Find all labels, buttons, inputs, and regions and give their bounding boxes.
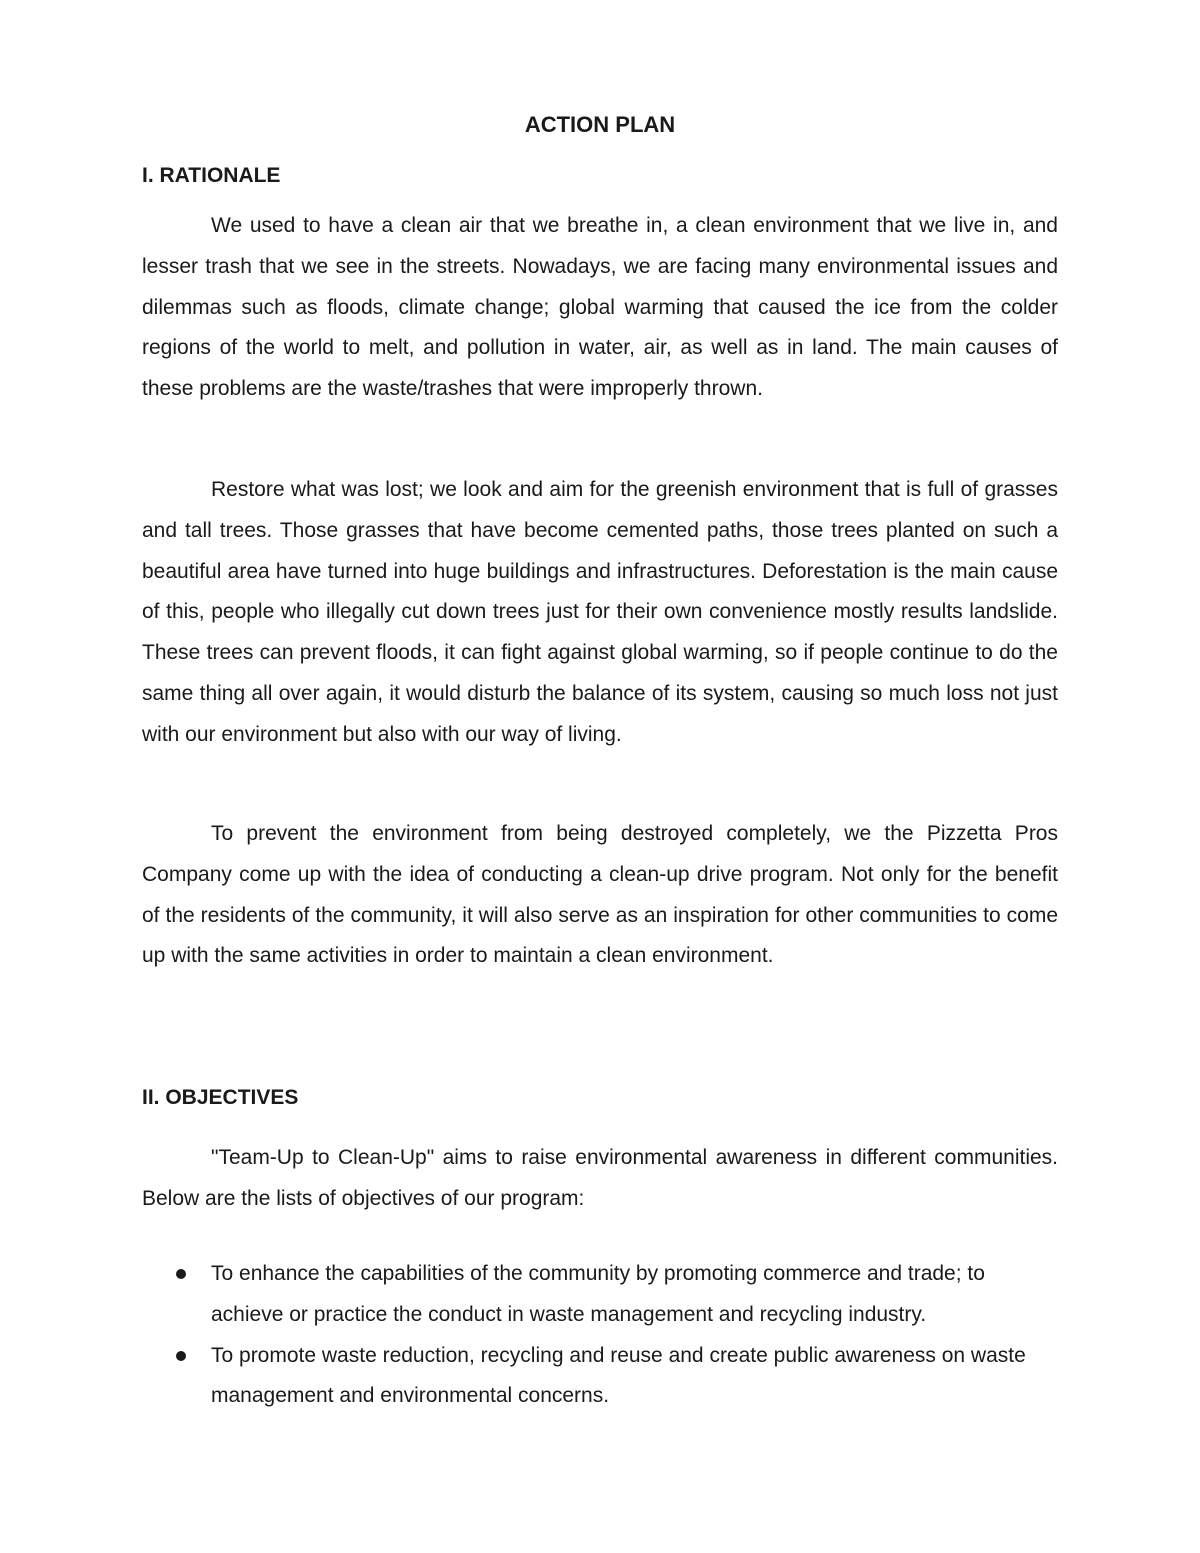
objective-text: To enhance the capabilities of the community by promoting commerce and trade; to achieve or practice the conduct in waste management and recycling industry. (211, 1262, 985, 1326)
objective-item (142, 1254, 1058, 1336)
objectives-list (142, 1254, 1058, 1417)
section-heading-rationale: I. RATIONALE (142, 164, 281, 187)
section-heading-objectives: II. OBJECTIVES (142, 1086, 299, 1109)
objective-text: To promote waste reduction, recycling and reuse and create public awareness on waste management and environmental concerns. (211, 1343, 1026, 1408)
document-title: ACTION PLAN (524, 112, 676, 137)
objective-item (142, 1336, 1058, 1418)
bullet-icon (176, 1269, 186, 1279)
rationale-paragraph-1: We used to have a clean air that we breathe in, a clean environment that we live in, and lesser trash that we see in the streets. Nowadays, we are facing many environmental issues and dilemmas such as floods, climate change; global warming that caused the ice from the colder regions of the world to melt, and pollution in water, air, as well as in land. The main causes of these problems are the waste/trashes that were improperly thrown. (142, 214, 1058, 401)
rationale-paragraph-3: To prevent the environment from being destroyed completely, we the Pizzetta Pros Company come up with the idea of conducting a clean-up drive program. Not only for the benefit of the residents of the community, it will also serve as an inspiration for other communities to come up with the same activities in order to maintain a clean environment. (142, 822, 1058, 968)
objectives-intro-paragraph: "Team-Up to Clean-Up" aims to raise environmental awareness in different communities. Below are the lists of objectives of our program: (142, 1146, 1058, 1210)
rationale-paragraph-2: Restore what was lost; we look and aim for the greenish environment that is full of grasses and tall trees. Those grasses that have become cemented paths, those trees planted on such a beautiful area have turned into huge buildings and infrastructures. Deforestation is the main cause of this, people who illegally cut down trees just for their own convenience mostly results landslide. These trees can prevent floods, it can fight against global warming, so if people continue to do the same thing all over again, it would disturb the balance of its system, causing so much loss not just with our environment but also with our way of living. (142, 478, 1058, 746)
bullet-icon (176, 1351, 186, 1361)
